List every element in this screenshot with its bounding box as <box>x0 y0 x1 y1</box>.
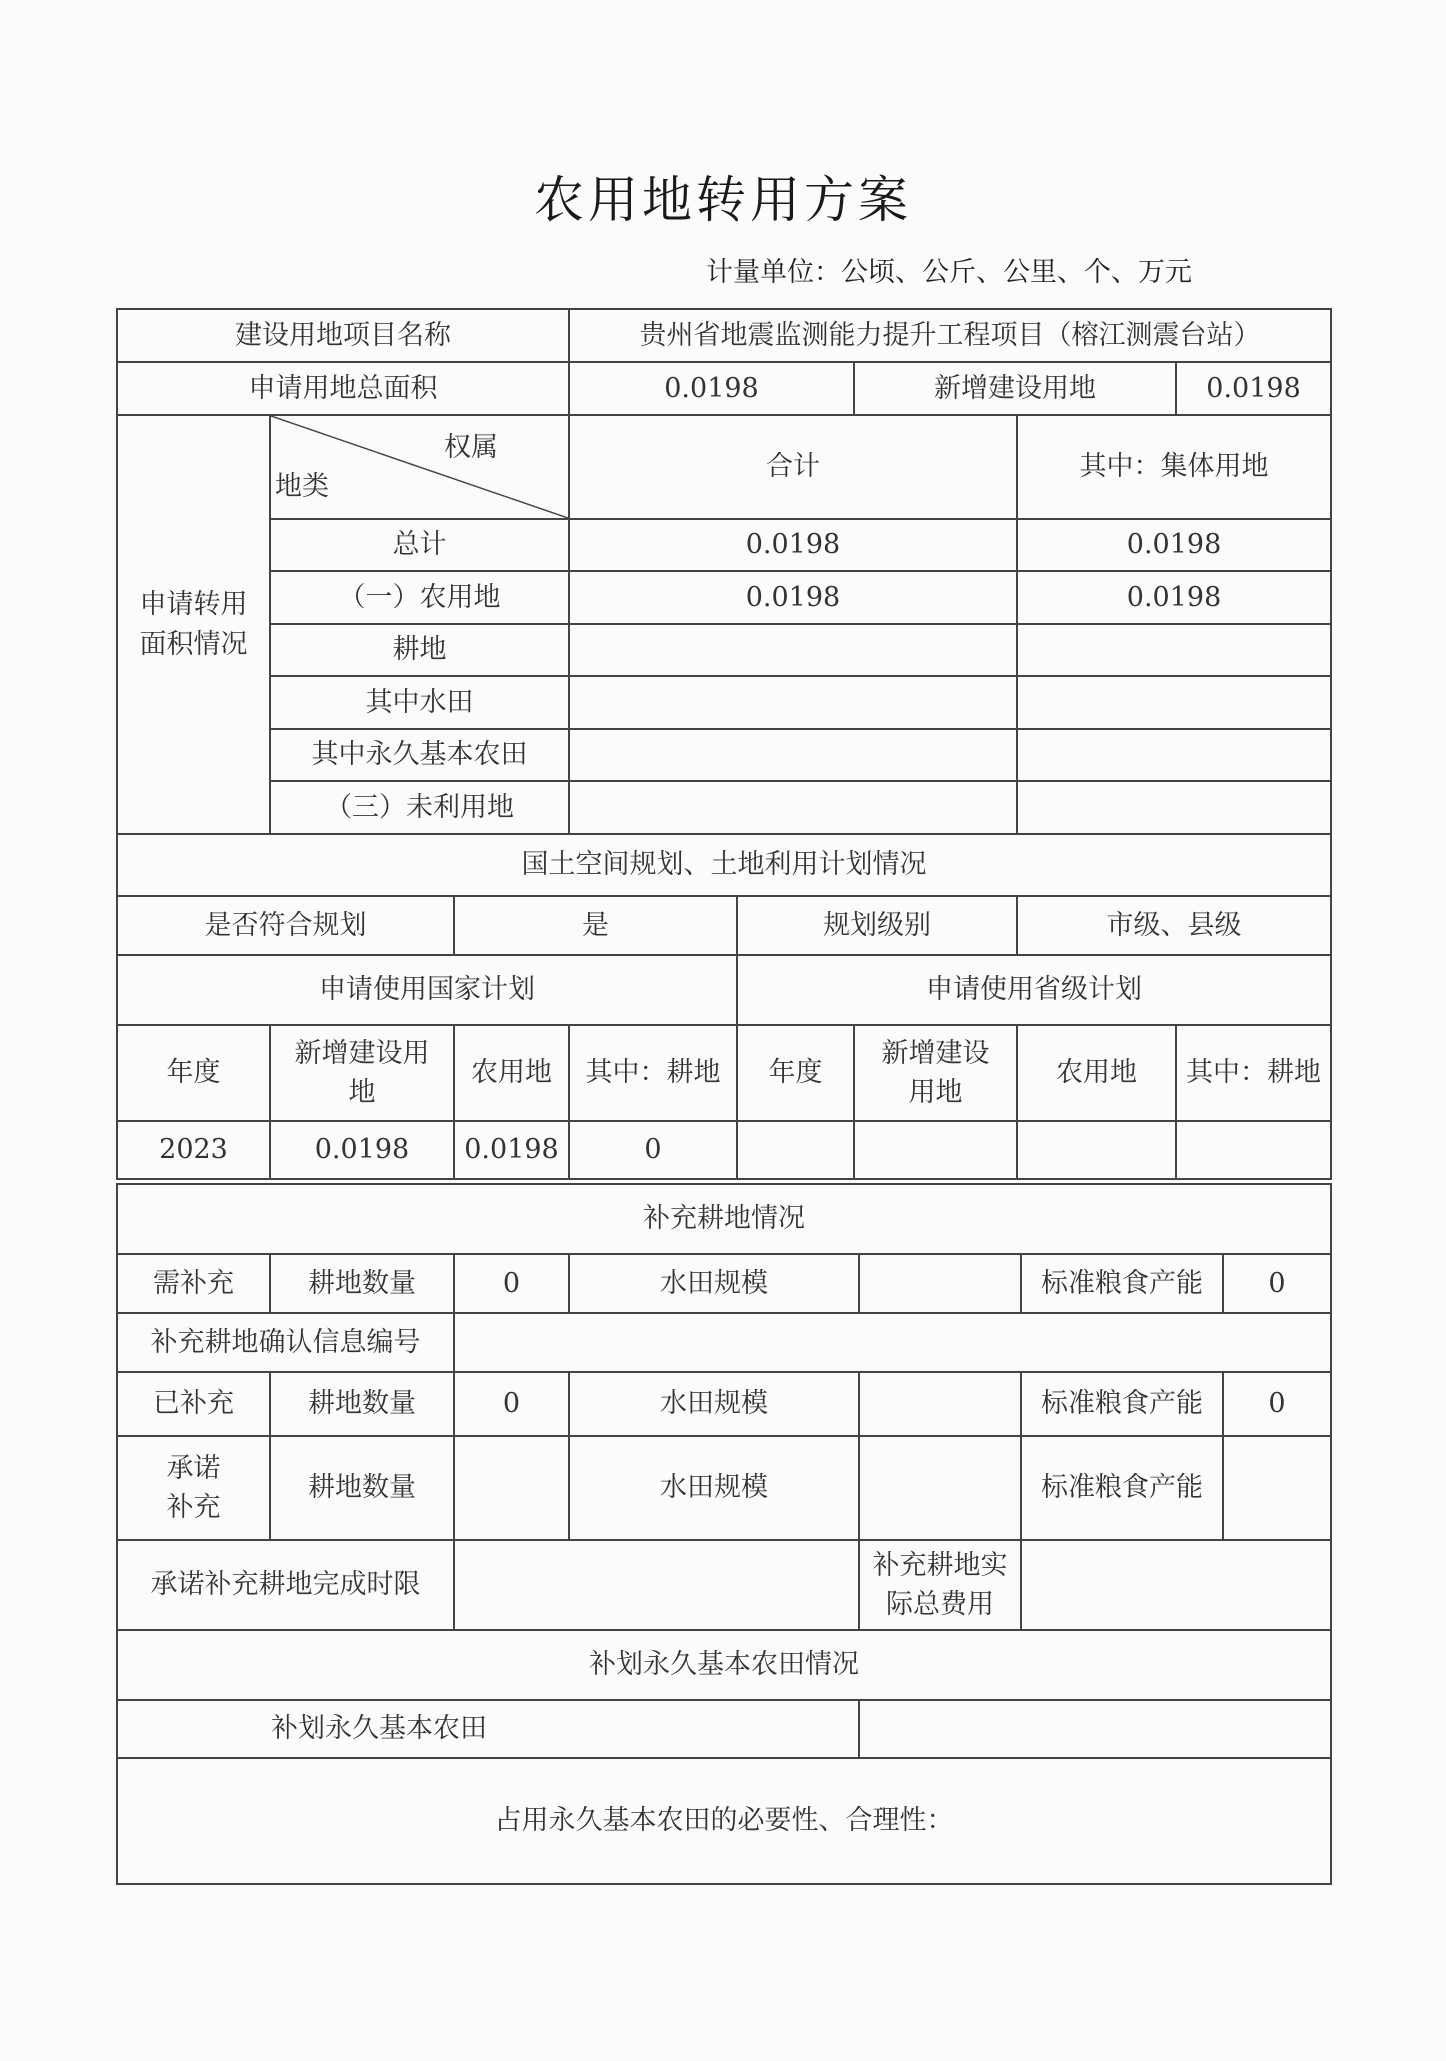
need-row <box>117 1254 1331 1313</box>
provincial-col-year: 年度 <box>737 1025 854 1121</box>
farmland-section-title: 补划永久基本农田情况 <box>117 1630 1331 1700</box>
row-label: （三）未利用地 <box>270 781 569 834</box>
table-row <box>117 571 1331 624</box>
row-collective <box>1017 624 1331 676</box>
header-land-type: 地类 <box>275 470 329 502</box>
done-label: 已补充 <box>117 1372 270 1436</box>
table-row <box>117 781 1331 834</box>
need-paddy-value <box>859 1254 1021 1313</box>
need-label: 需补充 <box>117 1254 270 1313</box>
national-plan-label: 申请使用国家计划 <box>117 955 737 1025</box>
conform-label: 是否符合规划 <box>117 896 454 955</box>
supplement-title-row <box>117 1184 1331 1254</box>
new-construction-value: 0.0198 <box>1176 362 1331 415</box>
page-title: 农用地转用方案 <box>534 171 912 229</box>
row-collective: 0.0198 <box>1017 571 1331 624</box>
conversion-header-row <box>117 415 1331 519</box>
planning-title-row <box>117 834 1331 896</box>
promise-deadline-value <box>454 1540 859 1630</box>
project-name-label: 建设用地项目名称 <box>117 309 569 362</box>
necessity-label: 占用永久基本农田的必要性、合理性： <box>117 1758 1331 1884</box>
project-name-value: 贵州省地震监测能力提升工程项目（榕江测震台站） <box>569 309 1331 362</box>
conversion-section-label: 申请转用面积情况 <box>117 415 270 834</box>
done-row <box>117 1372 1331 1436</box>
promise-row <box>117 1436 1331 1540</box>
done-paddy-value <box>859 1372 1021 1436</box>
table-row <box>117 624 1331 676</box>
promise-label: 承诺补充 <box>117 1436 270 1540</box>
row-total: 0.0198 <box>569 571 1017 624</box>
actual-cost-label: 补充耕地实际总费用 <box>859 1540 1021 1630</box>
conversion-plan-table <box>116 308 1332 1180</box>
done-grain-label: 标准粮食产能 <box>1021 1372 1223 1436</box>
done-qty-label: 耕地数量 <box>270 1372 454 1436</box>
total-area-value: 0.0198 <box>569 362 854 415</box>
table-row <box>117 676 1331 729</box>
table-row <box>117 729 1331 781</box>
national-arable: 0 <box>569 1121 737 1179</box>
promise-paddy-label: 水田规模 <box>569 1436 859 1540</box>
row-collective <box>1017 729 1331 781</box>
row-label: 总计 <box>270 519 569 571</box>
row-total <box>569 781 1017 834</box>
confirm-no-row <box>117 1313 1331 1372</box>
conform-value: 是 <box>454 896 737 955</box>
promise-paddy-value <box>859 1436 1021 1540</box>
row-collective: 0.0198 <box>1017 519 1331 571</box>
row-collective <box>1017 781 1331 834</box>
confirm-no-value <box>454 1313 1331 1372</box>
done-qty-value: 0 <box>454 1372 569 1436</box>
national-col-year: 年度 <box>117 1025 270 1121</box>
supplement-section-title: 补充耕地情况 <box>117 1184 1331 1254</box>
national-col-agri: 农用地 <box>454 1025 569 1121</box>
project-name-row <box>117 309 1331 362</box>
farmland-supplement-value <box>859 1700 1331 1758</box>
header-ownership: 权属 <box>444 432 498 463</box>
level-value: 市级、县级 <box>1017 896 1331 955</box>
planning-section-title: 国土空间规划、土地利用计划情况 <box>117 834 1331 896</box>
row-total: 0.0198 <box>569 519 1017 571</box>
provincial-arable <box>1176 1121 1331 1179</box>
plan-values-row <box>117 1121 1331 1179</box>
provincial-new-land <box>854 1121 1017 1179</box>
farmland-supplement-row <box>117 1700 1331 1758</box>
promise-qty-label: 耕地数量 <box>270 1436 454 1540</box>
row-total <box>569 729 1017 781</box>
promise-deadline-row <box>117 1540 1331 1630</box>
total-area-row <box>117 362 1331 415</box>
national-col-arable: 其中：耕地 <box>569 1025 737 1121</box>
planning-conform-row <box>117 896 1331 955</box>
plan-columns-row <box>117 1025 1331 1121</box>
provincial-year <box>737 1121 854 1179</box>
done-grain-value: 0 <box>1223 1372 1331 1436</box>
diagonal-header-cell <box>270 415 569 519</box>
promise-qty-value <box>454 1436 569 1540</box>
actual-cost-value <box>1021 1540 1331 1630</box>
col-total-header: 合计 <box>569 415 1017 519</box>
promise-deadline-label: 承诺补充耕地完成时限 <box>117 1540 454 1630</box>
promise-grain-label: 标准粮食产能 <box>1021 1436 1223 1540</box>
promise-grain-value <box>1223 1436 1331 1540</box>
national-year: 2023 <box>117 1121 270 1179</box>
need-qty-value: 0 <box>454 1254 569 1313</box>
row-collective <box>1017 676 1331 729</box>
national-agri: 0.0198 <box>454 1121 569 1179</box>
row-total <box>569 676 1017 729</box>
need-grain-label: 标准粮食产能 <box>1021 1254 1223 1313</box>
confirm-no-label: 补充耕地确认信息编号 <box>117 1313 454 1372</box>
provincial-col-arable: 其中：耕地 <box>1176 1025 1331 1121</box>
need-qty-label: 耕地数量 <box>270 1254 454 1313</box>
plan-type-row <box>117 955 1331 1025</box>
row-label: 其中永久基本农田 <box>270 729 569 781</box>
row-label: 其中水田 <box>270 676 569 729</box>
provincial-agri <box>1017 1121 1176 1179</box>
row-label: （一）农用地 <box>270 571 569 624</box>
necessity-row <box>117 1758 1331 1884</box>
col-collective-header: 其中：集体用地 <box>1017 415 1331 519</box>
new-construction-label: 新增建设用地 <box>854 362 1176 415</box>
level-label: 规划级别 <box>737 896 1017 955</box>
provincial-plan-label: 申请使用省级计划 <box>737 955 1331 1025</box>
row-total <box>569 624 1017 676</box>
unit-line: 计量单位：公顷、公斤、公里、个、万元 <box>706 257 1192 288</box>
row-label: 耕地 <box>270 624 569 676</box>
supplement-table <box>116 1183 1332 1885</box>
farmland-supplement-label: 补划永久基本农田 <box>117 1700 859 1758</box>
provincial-col-agri: 农用地 <box>1017 1025 1176 1121</box>
total-area-label: 申请用地总面积 <box>117 362 569 415</box>
national-col-new-land: 新增建设用地 <box>270 1025 454 1121</box>
done-paddy-label: 水田规模 <box>569 1372 859 1436</box>
need-paddy-label: 水田规模 <box>569 1254 859 1313</box>
farmland-title-row <box>117 1630 1331 1700</box>
need-grain-value: 0 <box>1223 1254 1331 1313</box>
table-row <box>117 519 1331 571</box>
national-new-land: 0.0198 <box>270 1121 454 1179</box>
provincial-col-new-land: 新增建设用地 <box>854 1025 1017 1121</box>
